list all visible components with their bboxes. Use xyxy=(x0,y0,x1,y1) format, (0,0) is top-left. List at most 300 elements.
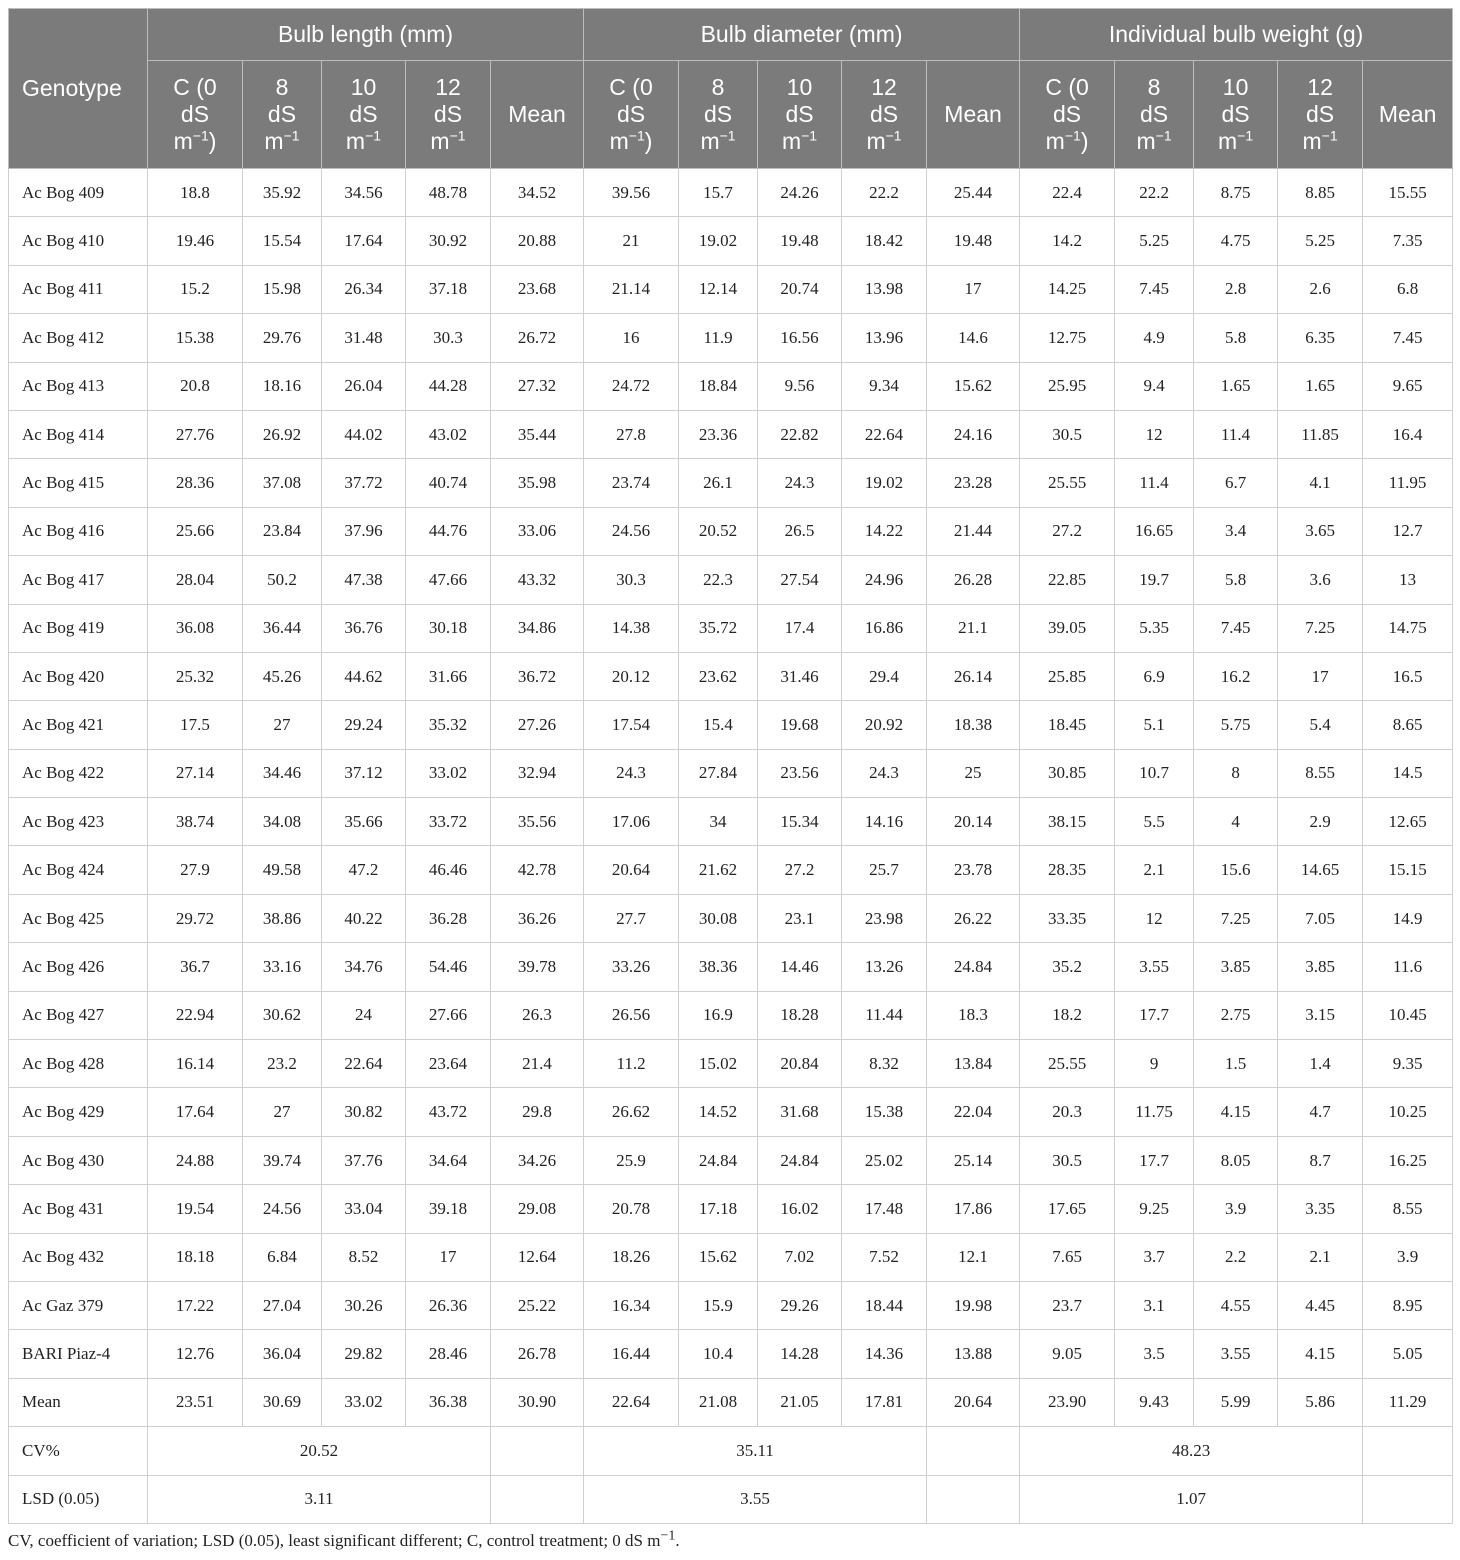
subheader-superscript: −1 xyxy=(365,127,382,144)
cv-value: 20.52 xyxy=(148,1427,491,1475)
value-cell: 24.96 xyxy=(842,556,927,604)
value-cell: 20.14 xyxy=(927,798,1020,846)
value-cell: 37.08 xyxy=(243,459,322,507)
genotype-cell: Ac Bog 412 xyxy=(9,314,148,362)
table-row xyxy=(9,991,1453,1039)
table-row xyxy=(9,1330,1453,1378)
value-cell: 8.55 xyxy=(1363,1185,1453,1233)
lsd-label: LSD (0.05) xyxy=(9,1475,148,1523)
value-cell: 27.9 xyxy=(148,846,243,894)
subheader-length-0 xyxy=(148,61,243,169)
value-cell: 5.25 xyxy=(1115,217,1194,265)
value-cell: 9.05 xyxy=(1020,1330,1115,1378)
value-cell: 28.46 xyxy=(406,1330,491,1378)
subheader-length-3 xyxy=(406,61,491,169)
value-cell: 16.65 xyxy=(1115,507,1194,555)
value-cell: 30.90 xyxy=(491,1378,584,1426)
value-cell: 11.44 xyxy=(842,991,927,1039)
value-cell: 25.95 xyxy=(1020,362,1115,410)
subheader-length-2 xyxy=(322,61,406,169)
value-cell: 39.74 xyxy=(243,1136,322,1184)
subheader-text: dS xyxy=(267,101,297,127)
value-cell: 8.55 xyxy=(1278,749,1363,797)
value-cell: 39.05 xyxy=(1020,604,1115,652)
cv-empty-cell xyxy=(491,1427,584,1475)
value-cell: 36.26 xyxy=(491,894,584,942)
subheader-superscript: −1 xyxy=(885,127,902,144)
genotype-cell: Ac Bog 410 xyxy=(9,217,148,265)
subheader-diameter-0 xyxy=(584,61,679,169)
value-cell: 27.76 xyxy=(148,410,243,458)
group-header-bulb-weight: Individual bulb weight (g) xyxy=(1020,9,1453,61)
genotype-cell: Ac Bog 426 xyxy=(9,943,148,991)
value-cell: 2.2 xyxy=(1194,1233,1278,1281)
value-cell: 11.4 xyxy=(1115,459,1194,507)
value-cell: 36.08 xyxy=(148,604,243,652)
value-cell: 29.72 xyxy=(148,894,243,942)
value-cell: 44.76 xyxy=(406,507,491,555)
value-cell: 11.85 xyxy=(1278,410,1363,458)
value-cell: 14.38 xyxy=(584,604,679,652)
subheader-text: dS xyxy=(616,101,646,127)
value-cell: 7.45 xyxy=(1194,604,1278,652)
value-cell: 17.5 xyxy=(148,701,243,749)
genotype-cell: Ac Bog 416 xyxy=(9,507,148,555)
subheader-length-4 xyxy=(491,61,584,169)
value-cell: 26.56 xyxy=(584,991,679,1039)
value-cell: 15.98 xyxy=(243,265,322,313)
value-cell: 30.5 xyxy=(1020,410,1115,458)
value-cell: 23.98 xyxy=(842,894,927,942)
value-cell: 4.75 xyxy=(1194,217,1278,265)
value-cell: 23.28 xyxy=(927,459,1020,507)
value-cell: 8.7 xyxy=(1278,1136,1363,1184)
value-cell: 25.14 xyxy=(927,1136,1020,1184)
value-cell: 10.7 xyxy=(1115,749,1194,797)
value-cell: 19.48 xyxy=(927,217,1020,265)
value-cell: 29.26 xyxy=(758,1281,842,1329)
subheader-text: 12 xyxy=(1307,74,1333,100)
value-cell: 33.06 xyxy=(491,507,584,555)
value-cell: 27.7 xyxy=(584,894,679,942)
value-cell: 18.3 xyxy=(927,991,1020,1039)
value-cell: 12.65 xyxy=(1363,798,1453,846)
cv-value: 35.11 xyxy=(584,1427,927,1475)
value-cell: 14.2 xyxy=(1020,217,1115,265)
value-cell: 14.75 xyxy=(1363,604,1453,652)
value-cell: 24.3 xyxy=(842,749,927,797)
value-cell: 9.25 xyxy=(1115,1185,1194,1233)
value-cell: 13.26 xyxy=(842,943,927,991)
subheader-text: m xyxy=(345,128,366,154)
value-cell: 8.52 xyxy=(322,1233,406,1281)
value-cell: 9.56 xyxy=(758,362,842,410)
value-cell: 10.4 xyxy=(679,1330,758,1378)
value-cell: 21.14 xyxy=(584,265,679,313)
value-cell: 17 xyxy=(927,265,1020,313)
value-cell: 8.95 xyxy=(1363,1281,1453,1329)
value-cell: 3.1 xyxy=(1115,1281,1194,1329)
value-cell: 22.04 xyxy=(927,1088,1020,1136)
value-cell: 24.16 xyxy=(927,410,1020,458)
value-cell: 23.64 xyxy=(406,1040,491,1088)
value-cell: 26.62 xyxy=(584,1088,679,1136)
value-cell: 15.38 xyxy=(148,314,243,362)
footnote-text: CV, coefficient of variation; LSD (0.05), least significant different; C, control treatment; 0 dS m xyxy=(8,1531,661,1550)
value-cell: 42.78 xyxy=(491,846,584,894)
value-cell: 15.7 xyxy=(679,169,758,217)
value-cell: 3.55 xyxy=(1115,943,1194,991)
subheader-text: dS xyxy=(703,101,733,127)
value-cell: 9.34 xyxy=(842,362,927,410)
genotype-cell: Ac Bog 414 xyxy=(9,410,148,458)
value-cell: 7.45 xyxy=(1115,265,1194,313)
value-cell: 33.72 xyxy=(406,798,491,846)
genotype-cell: Ac Bog 420 xyxy=(9,652,148,700)
table-body xyxy=(9,169,1453,1524)
value-cell: 34.86 xyxy=(491,604,584,652)
value-cell: 9 xyxy=(1115,1040,1194,1088)
value-cell: 25.85 xyxy=(1020,652,1115,700)
subheader-text: m xyxy=(866,128,886,154)
value-cell: 3.4 xyxy=(1194,507,1278,555)
subheader-text: 10 xyxy=(1222,74,1249,100)
value-cell: 8.05 xyxy=(1194,1136,1278,1184)
value-cell: 6.9 xyxy=(1115,652,1194,700)
value-cell: 22.82 xyxy=(758,410,842,458)
subheader-superscript: −1 xyxy=(283,127,300,144)
value-cell: 18.84 xyxy=(679,362,758,410)
subheader-superscript: −1 xyxy=(628,127,645,144)
value-cell: 3.5 xyxy=(1115,1330,1194,1378)
value-cell: 13 xyxy=(1363,556,1453,604)
value-cell: 49.58 xyxy=(243,846,322,894)
value-cell: 13.96 xyxy=(842,314,927,362)
value-cell: 14.9 xyxy=(1363,894,1453,942)
value-cell: 30.5 xyxy=(1020,1136,1115,1184)
value-cell: 37.72 xyxy=(322,459,406,507)
value-cell: 26.72 xyxy=(491,314,584,362)
value-cell: 35.92 xyxy=(243,169,322,217)
value-cell: 10.25 xyxy=(1363,1088,1453,1136)
subheader-diameter-1 xyxy=(679,61,758,169)
value-cell: 48.78 xyxy=(406,169,491,217)
value-cell: 29.4 xyxy=(842,652,927,700)
value-cell: 19.7 xyxy=(1115,556,1194,604)
value-cell: 17.4 xyxy=(758,604,842,652)
value-cell: 5.86 xyxy=(1278,1378,1363,1426)
value-cell: 30.08 xyxy=(679,894,758,942)
genotype-cell: Ac Bog 428 xyxy=(9,1040,148,1088)
subheader-text: m xyxy=(609,128,629,154)
table-row xyxy=(9,1088,1453,1136)
value-cell: 30.26 xyxy=(322,1281,406,1329)
subheader-text: 8 xyxy=(275,74,289,100)
lsd-row xyxy=(9,1475,1453,1523)
value-cell: 17.54 xyxy=(584,701,679,749)
value-cell: 4.15 xyxy=(1194,1088,1278,1136)
value-cell: 34.46 xyxy=(243,749,322,797)
genotype-cell: Ac Bog 431 xyxy=(9,1185,148,1233)
value-cell: 28.35 xyxy=(1020,846,1115,894)
subheader-weight-4 xyxy=(1363,61,1453,169)
value-cell: 35.66 xyxy=(322,798,406,846)
value-cell: 44.28 xyxy=(406,362,491,410)
value-cell: 9.65 xyxy=(1363,362,1453,410)
subheader-text: m xyxy=(173,128,193,154)
value-cell: 4.1 xyxy=(1278,459,1363,507)
value-cell: 14.46 xyxy=(758,943,842,991)
value-cell: 6.84 xyxy=(243,1233,322,1281)
value-cell: 7.25 xyxy=(1194,894,1278,942)
value-cell: 2.75 xyxy=(1194,991,1278,1039)
value-cell: 29.8 xyxy=(491,1088,584,1136)
value-cell: 25.9 xyxy=(584,1136,679,1184)
cv-empty-cell xyxy=(927,1427,1020,1475)
value-cell: 7.65 xyxy=(1020,1233,1115,1281)
value-cell: 30.85 xyxy=(1020,749,1115,797)
subheader-text: dS xyxy=(1140,101,1169,127)
subheader-text: C (0 xyxy=(173,74,217,100)
value-cell: 27.84 xyxy=(679,749,758,797)
value-cell: 8 xyxy=(1194,749,1278,797)
value-cell: 39.18 xyxy=(406,1185,491,1233)
value-cell: 3.15 xyxy=(1278,991,1363,1039)
genotype-cell: Ac Bog 430 xyxy=(9,1136,148,1184)
value-cell: 15.15 xyxy=(1363,846,1453,894)
subheader-text: dS xyxy=(349,101,378,127)
value-cell: 5.8 xyxy=(1194,314,1278,362)
value-cell: 22.64 xyxy=(584,1378,679,1426)
value-cell: 3.65 xyxy=(1278,507,1363,555)
value-cell: 40.22 xyxy=(322,894,406,942)
cv-empty-cell xyxy=(1363,1427,1453,1475)
value-cell: 14.6 xyxy=(927,314,1020,362)
table-row xyxy=(9,798,1453,846)
value-cell: 15.55 xyxy=(1363,169,1453,217)
value-cell: 15.6 xyxy=(1194,846,1278,894)
value-cell: 7.02 xyxy=(758,1233,842,1281)
value-cell: 23.74 xyxy=(584,459,679,507)
value-cell: 16 xyxy=(584,314,679,362)
lsd-empty-cell xyxy=(927,1475,1020,1523)
genotype-cell: Ac Bog 425 xyxy=(9,894,148,942)
value-cell: 18.2 xyxy=(1020,991,1115,1039)
value-cell: 20.64 xyxy=(584,846,679,894)
value-cell: 31.48 xyxy=(322,314,406,362)
value-cell: 20.8 xyxy=(148,362,243,410)
value-cell: 13.98 xyxy=(842,265,927,313)
table-row xyxy=(9,314,1453,362)
value-cell: 7.35 xyxy=(1363,217,1453,265)
value-cell: 18.16 xyxy=(243,362,322,410)
value-cell: 23.1 xyxy=(758,894,842,942)
value-cell: 33.16 xyxy=(243,943,322,991)
table-row xyxy=(9,1378,1453,1426)
value-cell: 10.45 xyxy=(1363,991,1453,1039)
value-cell: 12 xyxy=(1115,894,1194,942)
value-cell: 21.1 xyxy=(927,604,1020,652)
value-cell: 4.55 xyxy=(1194,1281,1278,1329)
value-cell: 3.9 xyxy=(1363,1233,1453,1281)
value-cell: 36.04 xyxy=(243,1330,322,1378)
table-row xyxy=(9,265,1453,313)
value-cell: 16.5 xyxy=(1363,652,1453,700)
value-cell: 23.78 xyxy=(927,846,1020,894)
value-cell: 47.38 xyxy=(322,556,406,604)
value-cell: 22.64 xyxy=(322,1040,406,1088)
subheader-text: dS xyxy=(433,101,463,127)
value-cell: 36.44 xyxy=(243,604,322,652)
value-cell: 30.69 xyxy=(243,1378,322,1426)
subheader-text: m xyxy=(781,128,802,154)
subheader-weight-2 xyxy=(1194,61,1278,169)
value-cell: 2.8 xyxy=(1194,265,1278,313)
value-cell: 18.44 xyxy=(842,1281,927,1329)
value-cell: 24.72 xyxy=(584,362,679,410)
value-cell: 15.34 xyxy=(758,798,842,846)
value-cell: 4.15 xyxy=(1278,1330,1363,1378)
table-row xyxy=(9,1233,1453,1281)
value-cell: 18.45 xyxy=(1020,701,1115,749)
value-cell: 20.78 xyxy=(584,1185,679,1233)
value-cell: 11.29 xyxy=(1363,1378,1453,1426)
value-cell: 26.36 xyxy=(406,1281,491,1329)
subheader-text: m xyxy=(700,128,720,154)
cv-row xyxy=(9,1427,1453,1475)
value-cell: 7.05 xyxy=(1278,894,1363,942)
subheader-weight-3 xyxy=(1278,61,1363,169)
subheader-weight-1 xyxy=(1115,61,1194,169)
subheader-text: m xyxy=(430,128,450,154)
value-cell: 8.85 xyxy=(1278,169,1363,217)
value-cell: 19.02 xyxy=(679,217,758,265)
subheader-superscript: −1 xyxy=(801,127,818,144)
value-cell: 17.7 xyxy=(1115,991,1194,1039)
table-row xyxy=(9,604,1453,652)
value-cell: 14.16 xyxy=(842,798,927,846)
subheader-text: dS xyxy=(1306,101,1335,127)
value-cell: 22.2 xyxy=(842,169,927,217)
value-cell: 30.3 xyxy=(584,556,679,604)
value-cell: 22.2 xyxy=(1115,169,1194,217)
value-cell: 1.65 xyxy=(1194,362,1278,410)
value-cell: 14.36 xyxy=(842,1330,927,1378)
value-cell: 1.5 xyxy=(1194,1040,1278,1088)
value-cell: 36.38 xyxy=(406,1378,491,1426)
value-cell: 24 xyxy=(322,991,406,1039)
value-cell: 25.22 xyxy=(491,1281,584,1329)
value-cell: 16.86 xyxy=(842,604,927,652)
value-cell: 18.38 xyxy=(927,701,1020,749)
value-cell: 13.88 xyxy=(927,1330,1020,1378)
value-cell: 35.32 xyxy=(406,701,491,749)
value-cell: 35.72 xyxy=(679,604,758,652)
value-cell: 17.22 xyxy=(148,1281,243,1329)
value-cell: 33.02 xyxy=(406,749,491,797)
value-cell: 37.96 xyxy=(322,507,406,555)
value-cell: 17 xyxy=(406,1233,491,1281)
value-cell: 26.1 xyxy=(679,459,758,507)
table-row xyxy=(9,943,1453,991)
genotype-cell: Ac Bog 424 xyxy=(9,846,148,894)
lsd-value: 3.55 xyxy=(584,1475,927,1523)
value-cell: 21 xyxy=(584,217,679,265)
value-cell: 35.2 xyxy=(1020,943,1115,991)
value-cell: 25 xyxy=(927,749,1020,797)
value-cell: 36.72 xyxy=(491,652,584,700)
value-cell: 12 xyxy=(1115,410,1194,458)
value-cell: 27.54 xyxy=(758,556,842,604)
value-cell: 4.45 xyxy=(1278,1281,1363,1329)
value-cell: 25.7 xyxy=(842,846,927,894)
value-cell: 33.04 xyxy=(322,1185,406,1233)
value-cell: 19.98 xyxy=(927,1281,1020,1329)
value-cell: 15.9 xyxy=(679,1281,758,1329)
value-cell: 20.12 xyxy=(584,652,679,700)
genotype-cell: Ac Bog 429 xyxy=(9,1088,148,1136)
value-cell: 34.76 xyxy=(322,943,406,991)
value-cell: 8.65 xyxy=(1363,701,1453,749)
subheader-text: 8 xyxy=(1147,74,1161,100)
value-cell: 1.4 xyxy=(1278,1040,1363,1088)
value-cell: 32.94 xyxy=(491,749,584,797)
value-cell: 14.52 xyxy=(679,1088,758,1136)
value-cell: 5.05 xyxy=(1363,1330,1453,1378)
value-cell: 23.7 xyxy=(1020,1281,1115,1329)
genotype-cell: Ac Bog 423 xyxy=(9,798,148,846)
subheader-superscript: −1 xyxy=(1064,127,1081,144)
lsd-empty-cell xyxy=(491,1475,584,1523)
subheader-text: Mean xyxy=(1378,101,1437,127)
value-cell: 24.84 xyxy=(679,1136,758,1184)
value-cell: 18.26 xyxy=(584,1233,679,1281)
value-cell: 6.8 xyxy=(1363,265,1453,313)
value-cell: 35.98 xyxy=(491,459,584,507)
subheader-diameter-3 xyxy=(842,61,927,169)
value-cell: 12.75 xyxy=(1020,314,1115,362)
table-row xyxy=(9,1040,1453,1088)
genotype-cell: Ac Bog 413 xyxy=(9,362,148,410)
genotype-cell: Ac Bog 421 xyxy=(9,701,148,749)
value-cell: 47.66 xyxy=(406,556,491,604)
value-cell: 4.9 xyxy=(1115,314,1194,362)
table-row xyxy=(9,894,1453,942)
value-cell: 15.38 xyxy=(842,1088,927,1136)
value-cell: 33.26 xyxy=(584,943,679,991)
subheader-weight-0 xyxy=(1020,61,1115,169)
value-cell: 19.54 xyxy=(148,1185,243,1233)
value-cell: 20.64 xyxy=(927,1378,1020,1426)
subheader-tail: ) xyxy=(208,128,217,154)
value-cell: 18.42 xyxy=(842,217,927,265)
value-cell: 8.32 xyxy=(842,1040,927,1088)
value-cell: 3.85 xyxy=(1278,943,1363,991)
value-cell: 38.86 xyxy=(243,894,322,942)
value-cell: 25.02 xyxy=(842,1136,927,1184)
value-cell: 16.4 xyxy=(1363,410,1453,458)
lsd-value: 1.07 xyxy=(1020,1475,1363,1523)
value-cell: 5.4 xyxy=(1278,701,1363,749)
value-cell: 17.64 xyxy=(322,217,406,265)
value-cell: 23.62 xyxy=(679,652,758,700)
value-cell: 3.85 xyxy=(1194,943,1278,991)
value-cell: 29.08 xyxy=(491,1185,584,1233)
value-cell: 35.44 xyxy=(491,410,584,458)
footnote-tail: . xyxy=(675,1531,680,1550)
subheader-text: 10 xyxy=(786,74,813,100)
value-cell: 17.48 xyxy=(842,1185,927,1233)
